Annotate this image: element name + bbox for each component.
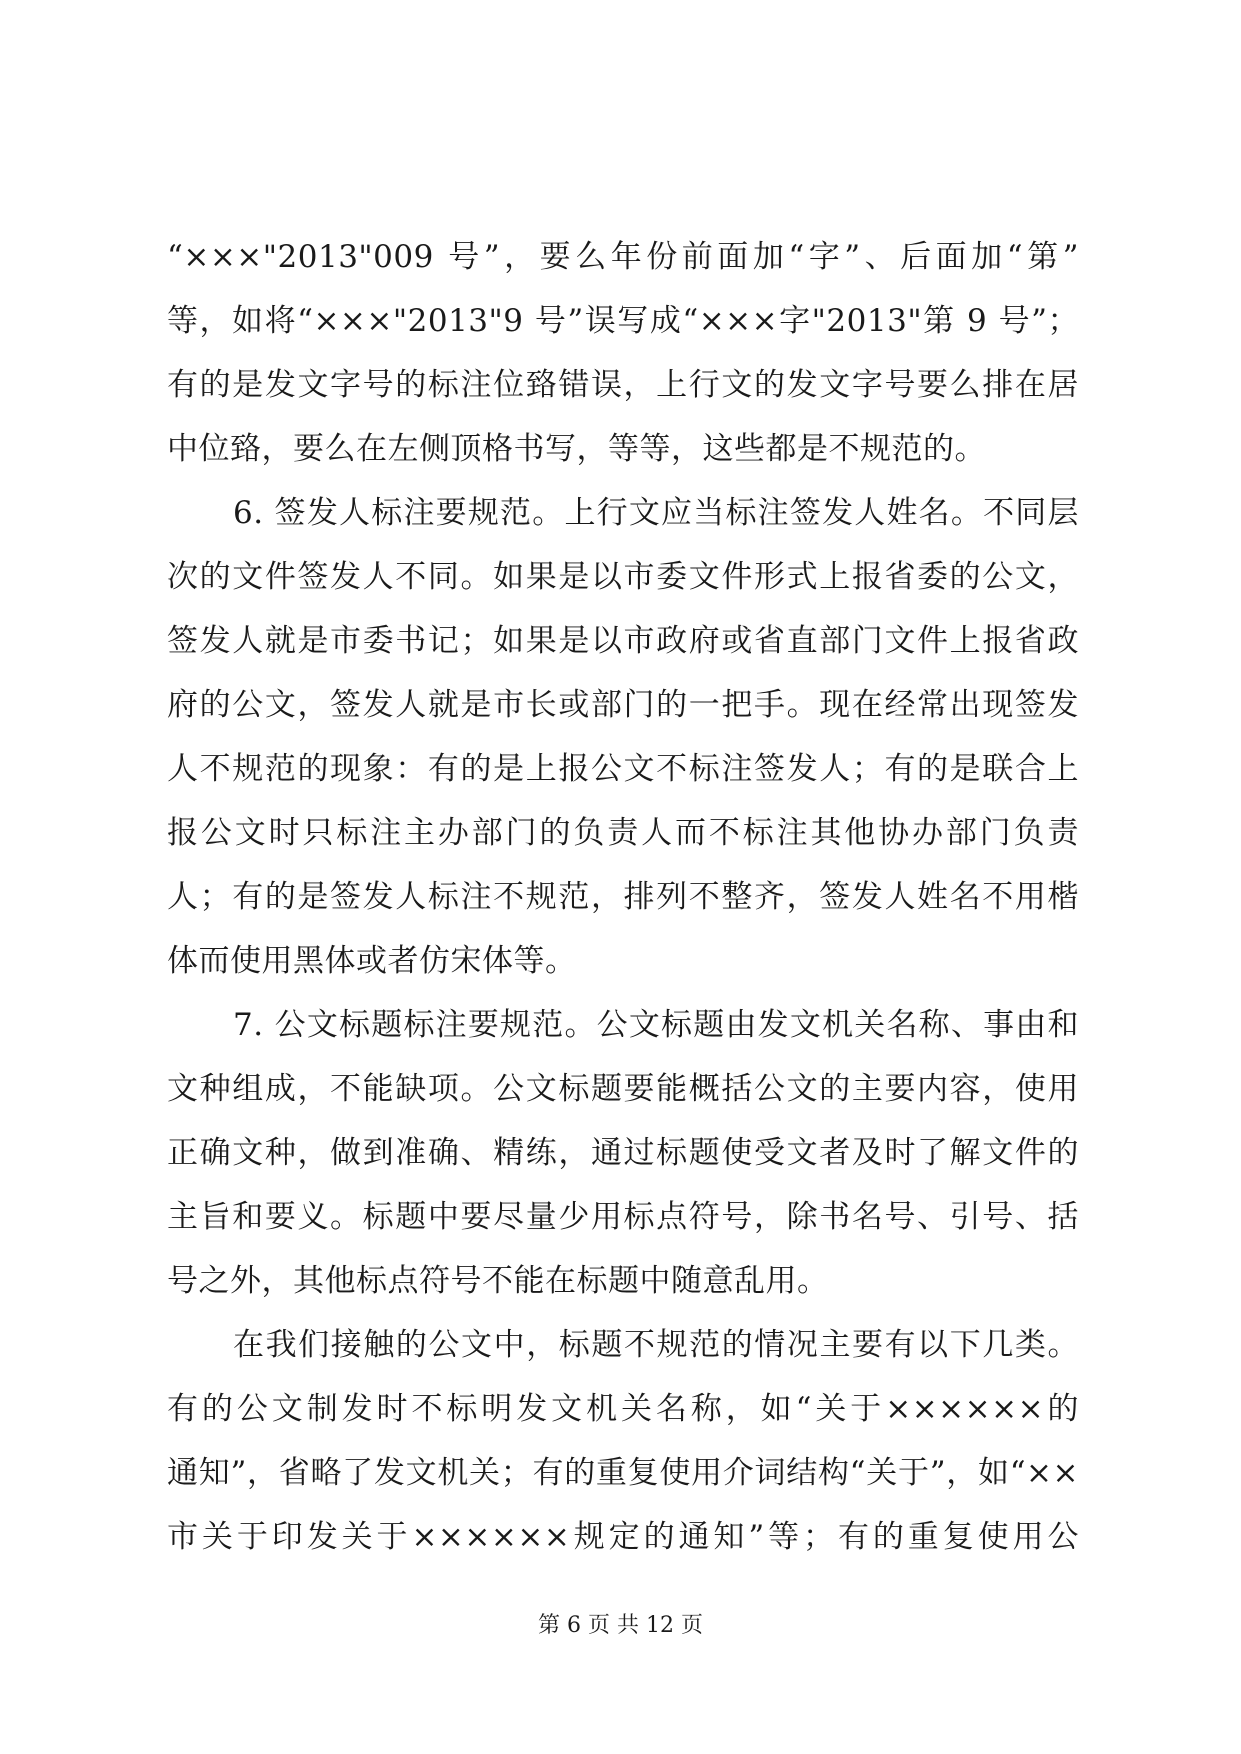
text-line: 签发人就是市委书记；如果是以市政府或省直部门文件上报省政	[167, 623, 1079, 659]
text-line: 有的公文制发时不标明发文机关名称，如“关于××××××的	[167, 1391, 1079, 1427]
document-body	[167, 225, 1079, 1569]
text-line: 体而使用黑体或者仿宋体等。	[167, 943, 577, 979]
text-line: 人；有的是签发人标注不规范，排列不整齐，签发人姓名不用楷	[167, 879, 1079, 915]
text-line: 文种组成，不能缺项。公文标题要能概括公文的主要内容，使用	[167, 1071, 1079, 1107]
text-line: “×××"2013"009 号”，要么年份前面加“字”、后面加“第”	[167, 239, 1079, 275]
text-line: 在我们接触的公文中，标题不规范的情况主要有以下几类。	[233, 1327, 1079, 1363]
text-line: 报公文时只标注主办部门的负责人而不标注其他协办部门负责	[167, 815, 1079, 851]
text-line: 7. 公文标题标注要规范。公文标题由发文机关名称、事由和	[233, 1007, 1079, 1043]
text-line: 正确文种，做到准确、精练，通过标题使受文者及时了解文件的	[167, 1135, 1079, 1171]
text-line: 等，如将“×××"2013"9 号”误写成“×××字"2013"第 9 号”；	[167, 303, 1079, 339]
text-line: 中位臵，要么在左侧顶格书写，等等，这些都是不规范的。	[167, 431, 986, 467]
text-line: 人不规范的现象：有的是上报公文不标注签发人；有的是联合上	[167, 751, 1079, 787]
page-number-footer: 第 6 页 共 12 页	[538, 1613, 703, 1638]
text-line: 主旨和要义。标题中要尽量少用标点符号，除书名号、引号、括	[167, 1199, 1079, 1235]
text-line: 通知”，省略了发文机关；有的重复使用介词结构“关于”，如“××	[167, 1455, 1079, 1491]
text-line: 次的文件签发人不同。如果是以市委文件形式上报省委的公文，	[167, 559, 1079, 595]
text-line: 有的是发文字号的标注位臵错误，上行文的发文字号要么排在居	[167, 367, 1079, 403]
text-line: 市关于印发关于××××××规定的通知”等；有的重复使用公	[167, 1519, 1079, 1555]
text-line: 6. 签发人标注要规范。上行文应当标注签发人姓名。不同层	[233, 495, 1079, 531]
text-line: 府的公文，签发人就是市长或部门的一把手。现在经常出现签发	[167, 687, 1079, 723]
text-line: 号之外，其他标点符号不能在标题中随意乱用。	[167, 1263, 829, 1299]
